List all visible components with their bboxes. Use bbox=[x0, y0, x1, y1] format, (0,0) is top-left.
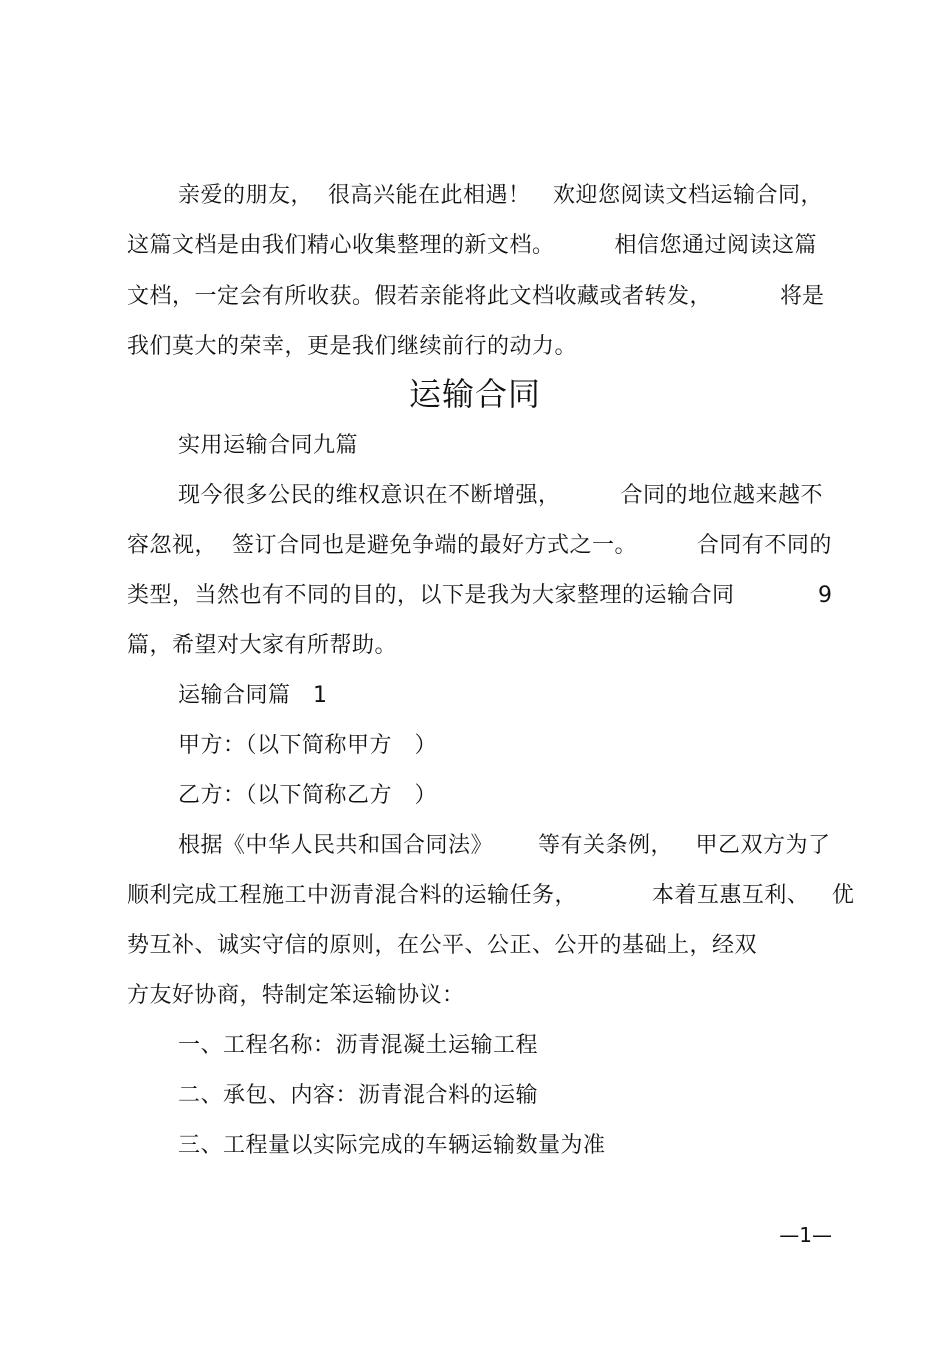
intro-line-3: 文档，一定会有所收获。假若亲能将此文档收藏或者转发， bbox=[127, 284, 713, 309]
party-a-line: 甲方：（以下简称甲方 ） bbox=[178, 733, 437, 758]
para2-line-1: 根据《中华人民共和国合同法》 等有关条例， 甲乙双方为了 bbox=[178, 833, 831, 858]
list-item-2: 二、承包、内容：沥青混合料的运输 bbox=[178, 1083, 539, 1108]
intro-line-2: 这篇文档是由我们精心收集整理的新文档。 相信您通过阅读这篇 bbox=[127, 233, 817, 258]
para1-line-4: 篇，希望对大家有所帮助。 bbox=[127, 633, 398, 658]
para1-line-3: 类型，当然也有不同的目的，以下是我为大家整理的运输合同 bbox=[127, 583, 735, 608]
section-heading: 运输合同篇 1 bbox=[178, 683, 328, 708]
document-subtitle: 实用运输合同九篇 bbox=[178, 433, 359, 458]
intro-line-3-end: 将是 bbox=[780, 284, 825, 309]
document-title: 运输合同 bbox=[408, 375, 541, 413]
intro-line-4: 我们莫大的荣幸，更是我们继续前行的动力。 bbox=[127, 334, 578, 359]
list-item-3: 三、工程量以实际完成的车辆运输数量为准 bbox=[178, 1133, 606, 1158]
para2-line-2: 顺利完成工程施工中沥青混合料的运输任务， 本着互惠互利、 优 bbox=[127, 883, 855, 908]
page-number: —1— bbox=[779, 1223, 832, 1247]
intro-line-1: 亲爱的朋友， 很高兴能在此相遇！ 欢迎您阅读文档运输合同， bbox=[178, 183, 823, 208]
para1-line-1: 现今很多公民的维权意识在不断增强， 合同的地位越来越不 bbox=[178, 483, 823, 508]
party-b-line: 乙方：（以下简称乙方 ） bbox=[178, 783, 437, 808]
para1-line-3-end: 9 bbox=[818, 583, 832, 608]
list-item-1: 一、工程名称：沥青混凝土运输工程 bbox=[178, 1033, 539, 1058]
para2-line-3: 势互补、诚实守信的原则，在公平、公正、公开的基础上，经双 bbox=[127, 933, 758, 958]
para1-line-2: 容忽视， 签订合同也是避免争端的最好方式之一。 合同有不同的 bbox=[127, 533, 832, 558]
para2-line-4: 方友好协商，特制定笨运输协议： bbox=[127, 983, 465, 1008]
